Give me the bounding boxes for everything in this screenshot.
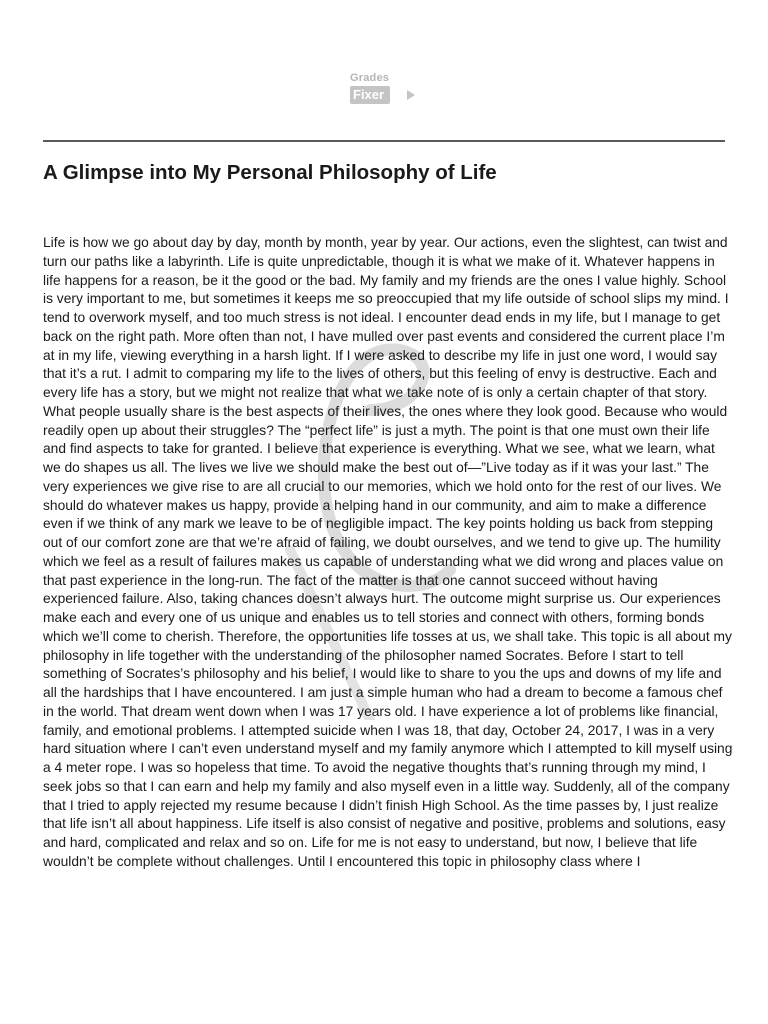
essay-body: Life is how we go about day by day, month by month, year by year. Our actions, even the slightest, can twist and turn our paths like a labyrinth. Life is quite unpredictable, though it is what we make of it. Whatever happens in life happens for a reason, be it the good or the bad. My family and my friends are the ones I value highly. School is very important to me, but sometimes it keeps me so preoccupied that my life outside of school slips my mind. I tend to overwork myself, and too much stress is not ideal. I encounter dead ends in my life, but I manage to get back on the right path. More often than not, I have mulled over past events and considered the current place I’m at in my life, viewing everything in a harsh light. If I were asked to describe my life in just one word, I would say that it’s a rut. I admit to comparing my life to the lives of others, but this feeling of envy is destructive. Each and every life has a story, but we might not realize that what we take note of is only a certain chapter of that story. What people usually share is the best aspects of their lives, the ones where they look good. Because who would readily open up about their struggles? The “perfect life” is just a myth. The point is that one must own their life and find aspects to take for granted. I believe that experience is everything. What we see, what we learn, what we do shapes us all. The lives we live we should make the best out of—”Live today as if it was your last.” The very experiences we give rise to are all crucial to our memories, which we hold onto for the rest of our lives. We should do whatever makes us happy, provide a helping hand in our community, and aim to make a difference even if we think of any mark we leave to be of negligible impact. The key points holding us back from stepping out of our comfort zone are that we’re afraid of failing, we doubt ourselves, and we tend to give up. The humility which we feel as a result of failures makes us capable of understanding what we did wrong and places value on that past experience in the long-run. The fact of the matter is that one cannot succeed without having experienced failure. Also, taking chances doesn’t always hurt. The outcome might surprise us. Our experiences make each and every one of us unique and enables us to tell stories and connect with others, forming bonds which we’ll come to cherish. Therefore, the opportunities life tosses at us, we shall take. This topic is all about my philosophy in life together with the understanding of the philosopher named Socrates. Before I start to tell something of Socrates’s philosophy and his belief, I would like to share to you the ups and downs of my life and all the hardships that I have encountered. I am just a simple human who had a dream to become a famous chef in the world. That dream went down when I was 17 years old. I have experience a lot of problems like financial, family, and emotional problems. I attempted suicide when I was 18, that day, October 24, 2017, I was in a very hard situation where I can’t even understand myself and my family anymore which I attempted to kill myself using a 4 meter rope. I was so hopeless that time. To avoid the negative thoughts that’s running through my mind, I seek jobs so that I can earn and help my family and also myself even in a little way. Suddenly, all of the company that I tried to apply rejected my resume because I didn’t finish High School. As the time passes by, I just realize that life isn’t all about happiness. Life itself is also consist of negative and positive, problems and solutions, easy and hard, complicated and relax and so on. Life for me is not easy to understand, but now, I believe that life wouldn’t be complete without challenges. Until I encountered this topic in philosophy class where I (43, 235, 733, 869)
logo-arrow-icon (407, 90, 415, 100)
essay-title: A Glimpse into My Personal Philosophy of Life (43, 161, 497, 184)
logo-wordmark-top: Grades (350, 72, 390, 84)
header-divider (43, 140, 725, 142)
gradesfixer-logo[interactable] (350, 72, 420, 106)
logo-wordmark-badge: Fixer (350, 86, 390, 104)
